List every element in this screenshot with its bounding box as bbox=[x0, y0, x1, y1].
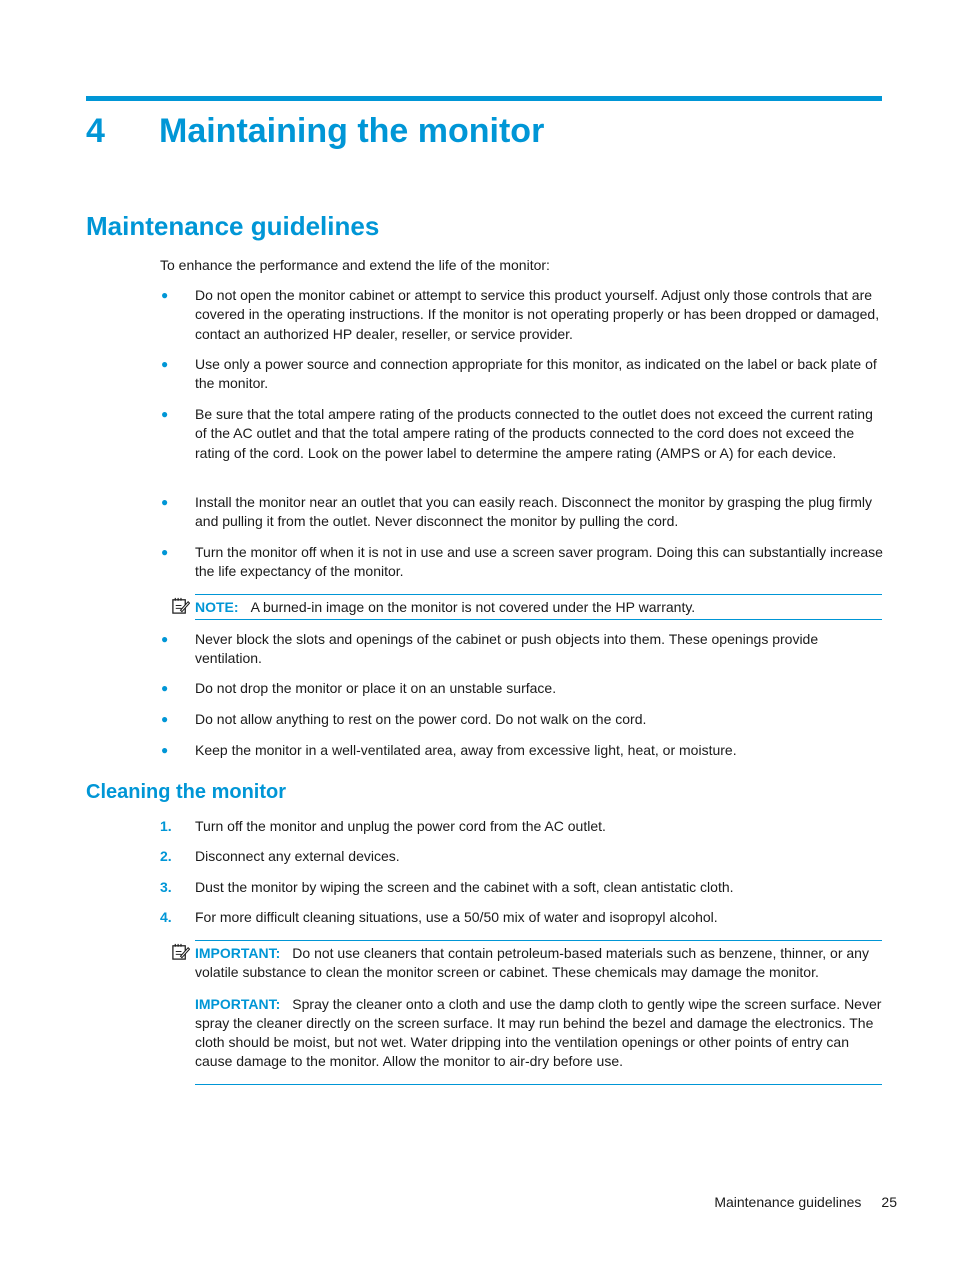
footer-section: Maintenance guidelines bbox=[714, 1194, 862, 1210]
important-paragraph-1 bbox=[195, 944, 882, 983]
important-text: Do not use cleaners that contain petroleum-based materials such as benzene, thinner, or any volatile substance to clean the monitor screen or cabinet. These chemicals may damage the monitor. bbox=[195, 945, 869, 981]
list-item: ● Use only a power source and connection appropriate for this monitor, as indicated on the label or back plate of the monitor. bbox=[161, 356, 877, 392]
important-paragraph-2 bbox=[195, 995, 882, 1072]
note-text: A burned-in image on the monitor is not covered under the HP warranty. bbox=[250, 599, 696, 615]
bullet-icon: ● bbox=[161, 743, 169, 757]
page-footer bbox=[714, 1193, 897, 1212]
section-title-cleaning: Cleaning the monitor bbox=[86, 781, 286, 803]
step-item: 4. For more difficult cleaning situations, use a 50/50 mix of water and isopropyl alcohol. bbox=[160, 908, 882, 927]
list-item: ● Do not drop the monitor or place it on an unstable surface. bbox=[160, 679, 882, 698]
list-item: ● Turn the monitor off when it is not in use and use a screen saver program. Doing this can substantially increase the life expectancy of the monitor. bbox=[161, 544, 883, 580]
bullet-icon: ● bbox=[161, 681, 169, 695]
bullet-icon: ● bbox=[161, 288, 169, 302]
list-item: ● Install the monitor near an outlet that you can easily reach. Disconnect the monitor by grasping the plug firmly and pulling it from the outlet. Never disconnect the monitor by pulling the cord. bbox=[161, 494, 873, 530]
step-number: 1. bbox=[160, 818, 172, 834]
step-item: 2. Disconnect any external devices. bbox=[160, 847, 882, 866]
note-box bbox=[195, 594, 882, 620]
chapter-title bbox=[86, 106, 544, 156]
chapter-rule bbox=[86, 96, 882, 101]
bullet-icon: ● bbox=[161, 495, 169, 509]
bullet-icon: ● bbox=[161, 632, 169, 646]
step-item: 3. Dust the monitor by wiping the screen and the cabinet with a soft, clean antistatic cloth. bbox=[160, 878, 882, 897]
bullet-icon: ● bbox=[161, 712, 169, 726]
bullet-icon: ● bbox=[161, 407, 169, 421]
chapter-number: 4 bbox=[86, 112, 105, 150]
step-number: 2. bbox=[160, 848, 172, 864]
bullet-icon: ● bbox=[161, 357, 169, 371]
list-item: ● Never block the slots and openings of the cabinet or push objects into them. These openings provide ventilation. bbox=[161, 631, 819, 667]
list-item: ● Do not allow anything to rest on the power cord. Do not walk on the cord. bbox=[160, 710, 882, 729]
list-item: ● Keep the monitor in a well-ventilated area, away from excessive light, heat, or moisture. bbox=[160, 741, 882, 760]
chapter-title-text: Maintaining the monitor bbox=[159, 112, 545, 150]
intro-text: To enhance the performance and extend the life of the monitor: bbox=[160, 257, 550, 273]
important-icon bbox=[171, 942, 190, 961]
step-item: 1. Turn off the monitor and unplug the power cord from the AC outlet. bbox=[160, 817, 882, 836]
bullet-icon: ● bbox=[161, 545, 169, 559]
list-item: ● Be sure that the total ampere rating of the products connected to the outlet does not exceed the current rating of the AC outlet and that the total ampere rating of the products connected to the cord does not exceed the rating of the cord. Look on the power label to determine the ampere rating (AMPS or A) for each device. bbox=[161, 406, 873, 461]
important-label: IMPORTANT: bbox=[195, 995, 281, 1012]
note-label: NOTE: bbox=[195, 599, 239, 615]
note-icon bbox=[171, 596, 190, 615]
list-item: ● Do not open the monitor cabinet or attempt to service this product yourself. Adjust only those controls that are covered in the operating instructions. If the monitor is not operating properly or has been dropped or damaged, contact an authorized HP dealer, reseller, or service provider. bbox=[161, 287, 880, 342]
page-number: 25 bbox=[881, 1194, 897, 1210]
step-number: 3. bbox=[160, 879, 172, 895]
important-text: Spray the cleaner onto a cloth and use the damp cloth to gently wipe the screen surface. Never spray the cleaner directly on the screen surface. It may run behind the bezel and damage the electronics. The cloth should be moist, but not wet. Water dripping into the ventilation openings or other points of entry can cause damage to the monitor. Allow the monitor to air-dry before use. bbox=[195, 995, 882, 1070]
step-number: 4. bbox=[160, 909, 172, 925]
important-box bbox=[195, 940, 882, 1085]
section-title-maintenance: Maintenance guidelines bbox=[86, 211, 380, 241]
important-label: IMPORTANT: bbox=[195, 945, 281, 961]
